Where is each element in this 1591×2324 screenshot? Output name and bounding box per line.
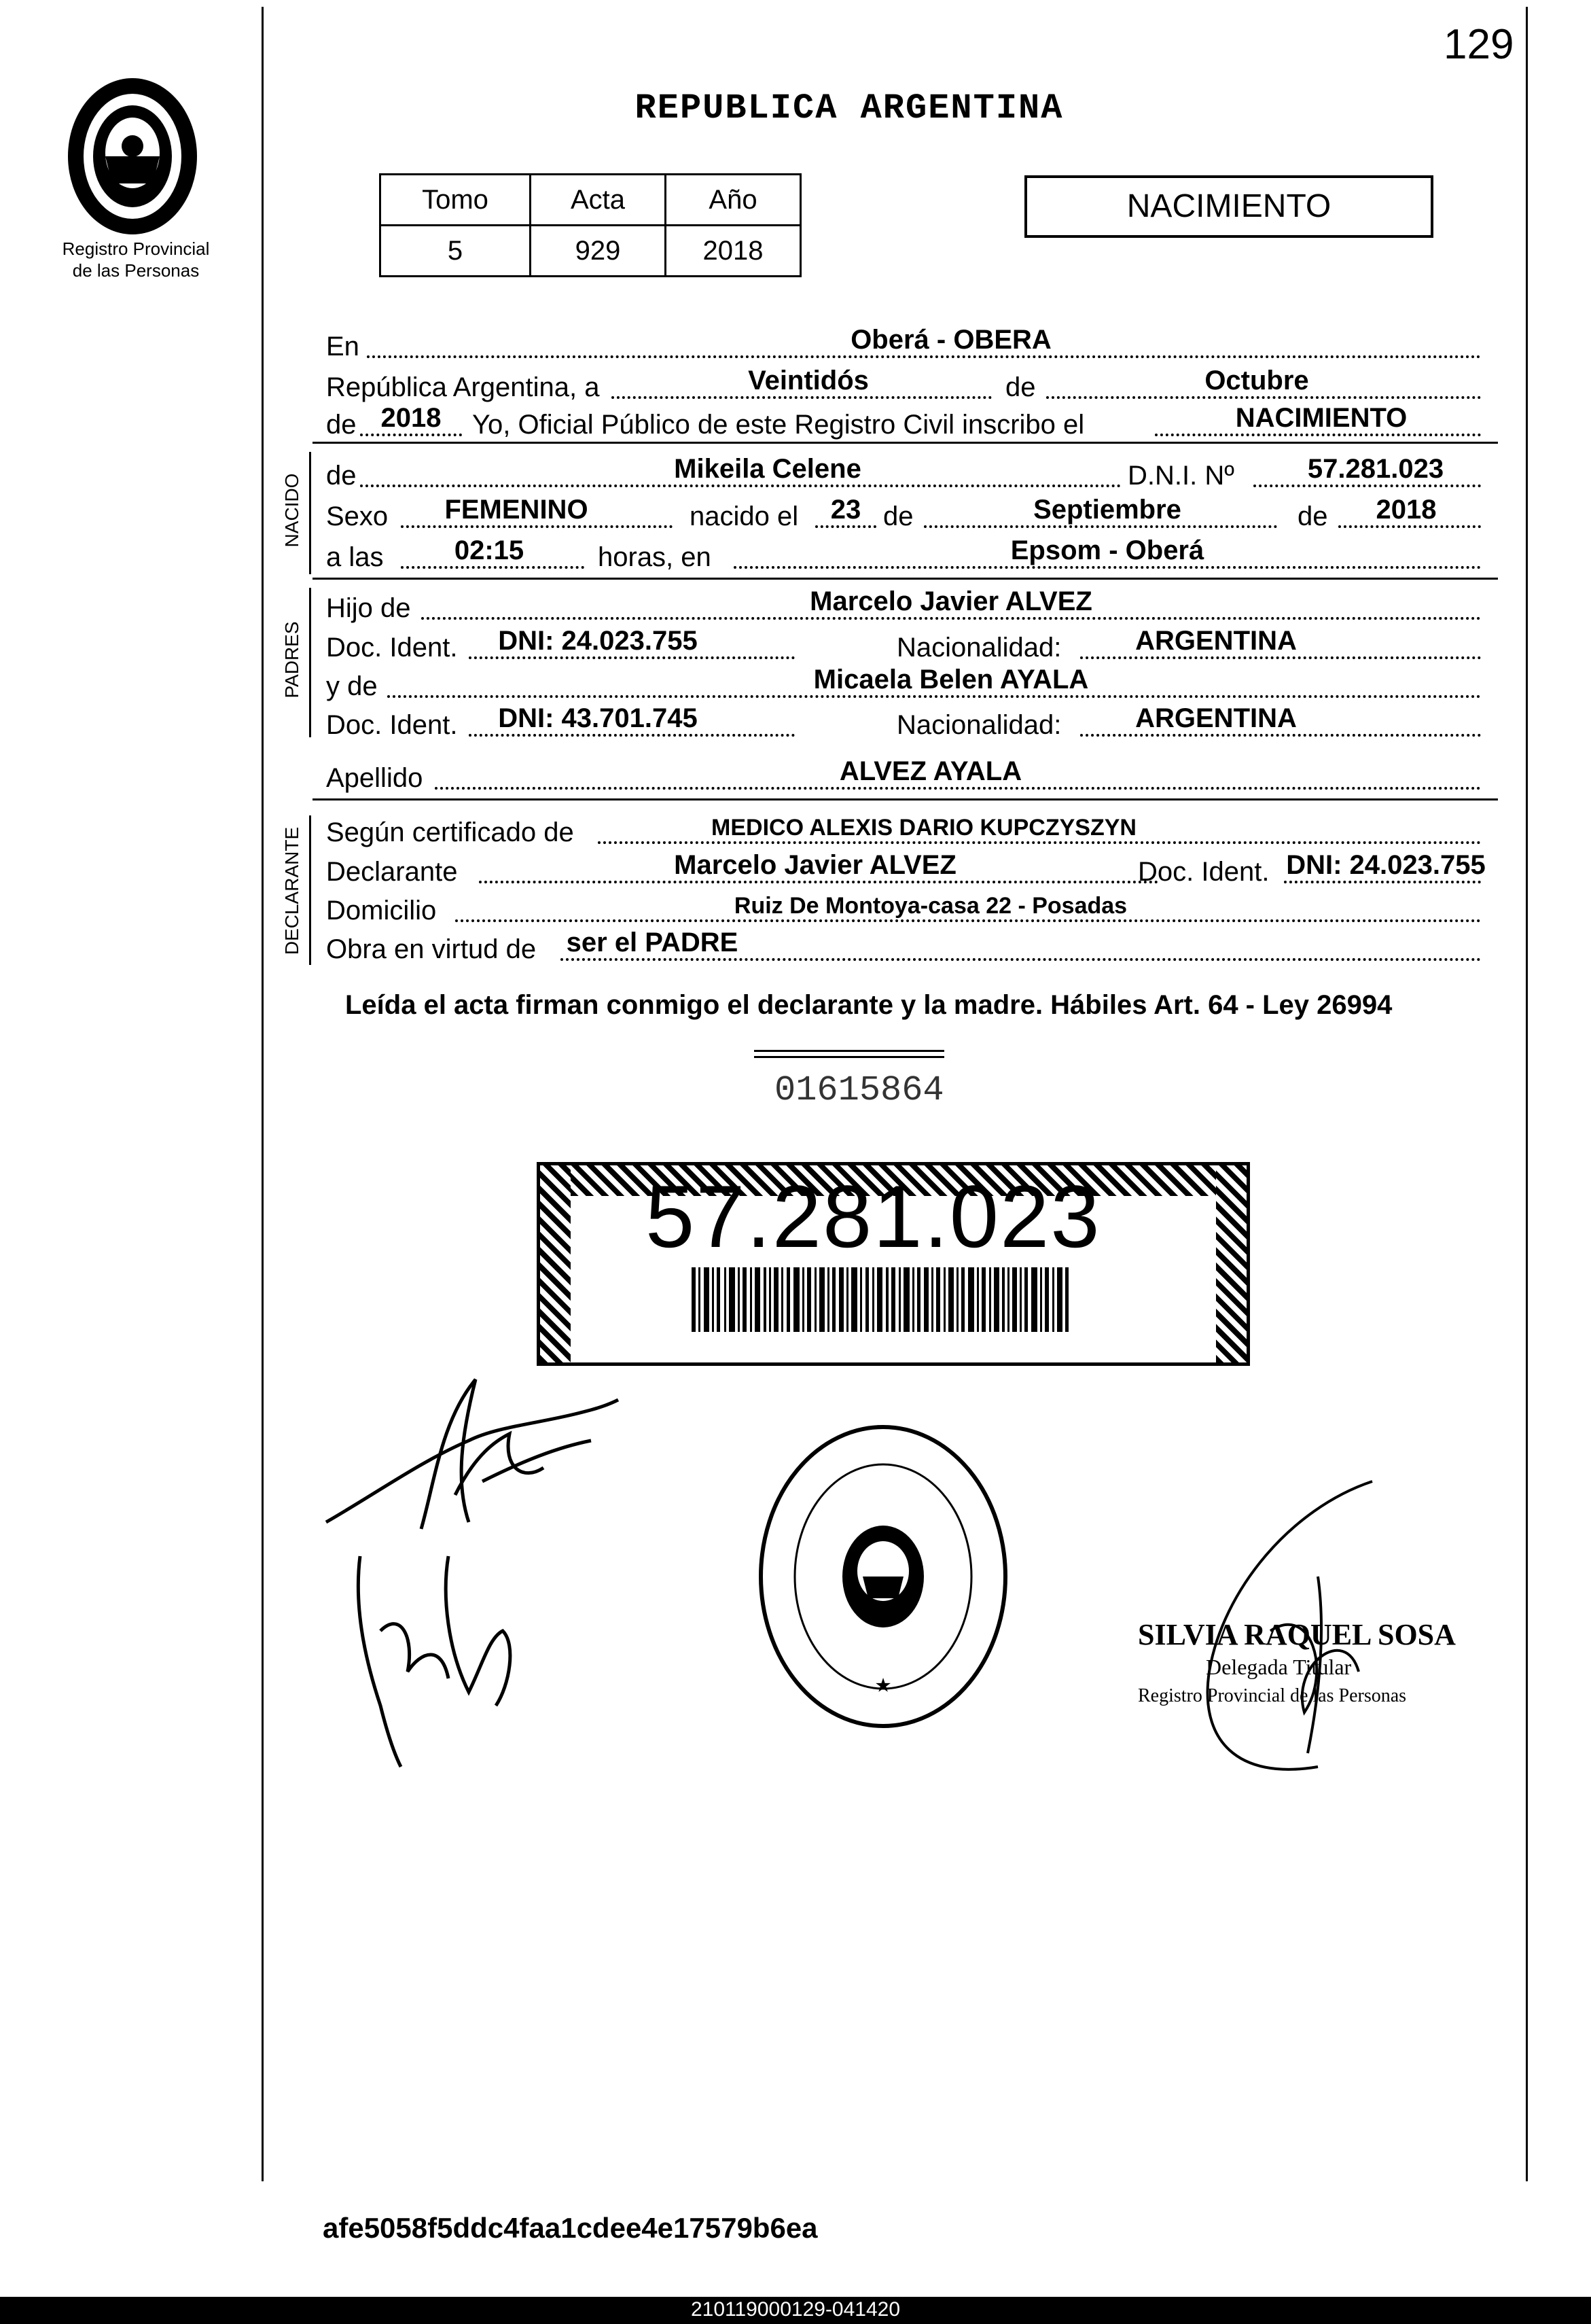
dots [455,919,1481,922]
dots [1338,525,1481,528]
padres-bracket [309,588,311,737]
dots [401,525,673,528]
birth-day: 23 [830,495,861,525]
value-tomo: 5 [380,226,531,277]
father-doc-line [326,626,1495,665]
document-title: REPUBLICA ARGENTINA [634,88,1064,128]
mother-line [326,665,1495,703]
record-type-box: NACIMIENTO [1024,175,1433,238]
hijo-label: Hijo de [326,593,411,623]
en-label: En [326,332,359,362]
de-label-3: de [1298,501,1328,531]
dots [598,841,1481,844]
sexo-line [326,495,1495,533]
birth-year: 2018 [1376,495,1437,525]
doc-label: Doc. Ident. [326,710,458,740]
mother-nationality: ARGENTINA [1135,703,1297,733]
dots [387,695,1481,698]
section-separator [312,798,1498,800]
a-las-label: a las [326,542,384,572]
nacionalidad-label: Nacionalidad: [897,633,1062,663]
place-value: Oberá - OBERA [851,325,1052,355]
serial-rule [754,1050,944,1058]
father-name: Marcelo Javier ALVEZ [810,586,1092,616]
value-ano: 2018 [666,226,801,277]
provincial-logo [65,75,200,238]
declarante-label: Declarante [326,857,458,887]
birth-hour: 02:15 [454,535,524,565]
dots [469,734,795,737]
dots [421,617,1481,620]
dots [469,656,795,659]
dots [924,525,1277,528]
oficial-line [326,403,1495,442]
obra-value: ser el PADRE [566,928,738,957]
legal-text: Leída el acta firman conmigo el declarante y la madre. Hábiles Art. 64 - Ley 26994 [345,990,1393,1020]
de-label-2: de [883,501,914,531]
month-value: Octubre [1204,366,1309,395]
dots [360,434,462,436]
apellido-line [326,756,1495,795]
dots [560,958,1481,961]
domicilio-label: Domicilio [326,896,437,926]
logo-caption-line2: de las Personas [72,260,200,281]
registry-stamp [754,1420,1012,1733]
name-line [326,454,1495,493]
child-name: Mikeila Celene [674,454,861,484]
de2-label: de [326,410,357,440]
right-rule [1526,7,1528,2181]
logo-caption [48,238,224,281]
nacido-side-label: NACIDO [281,473,302,548]
dots [435,787,1481,790]
hour-line [326,535,1495,574]
dots [611,396,992,399]
barcode [692,1267,1069,1332]
footer-code: 210119000129-041420 [690,2298,901,2321]
y-de-label: y de [326,671,378,701]
header-tomo: Tomo [380,175,531,226]
declarante-name: Marcelo Javier ALVEZ [674,850,957,880]
oficial-text: Yo, Oficial Público de este Registro Civil inscribo el [472,410,1085,440]
horas-label: horas, en [598,542,711,572]
value-acta: 929 [531,226,666,277]
dots [1046,396,1481,399]
domicilio-line [326,894,1495,928]
segun-value: MEDICO ALEXIS DARIO KUPCZYSZYN [711,815,1137,841]
child-dni: 57.281.023 [1307,454,1444,484]
signatory-org: Registro Provincial de las Personas [1138,1685,1407,1706]
republica-line [326,366,1495,404]
de-label: de [326,461,357,491]
dots [1080,734,1481,737]
obra-label: Obra en virtud de [326,934,537,964]
page-number: 129 [1444,21,1514,68]
republica-label: República Argentina, a [326,372,600,402]
dni-number: 57.281.023 [645,1167,1101,1266]
nacionalidad-label: Nacionalidad: [897,710,1062,740]
en-line [326,325,1495,364]
apellido-value: ALVEZ AYALA [839,756,1022,786]
sexo-value: FEMENINO [444,495,588,525]
nacido-label: nacido el [690,501,799,531]
dots [815,525,876,528]
section-separator [312,578,1498,580]
dots [401,566,584,569]
document-hash: afe5058f5ddc4faa1cdee4e17579b6ea [323,2212,818,2244]
birth-place: Epsom - Oberá [1010,535,1204,565]
margin-rule [262,7,264,2181]
section-separator [312,442,1498,444]
doc-label: Doc. Ident. [326,633,458,663]
header-ano: Año [666,175,801,226]
segun-line [326,815,1495,849]
mother-doc-line [326,703,1495,742]
inscribo-value: NACIMIENTO [1235,403,1408,433]
acta-table [379,173,802,277]
logo-caption-line1: Registro Provincial [62,239,210,259]
doc-label: Doc. Ident. [1138,857,1270,887]
dots [1080,656,1481,659]
dots [1253,485,1481,487]
declarante-doc: DNI: 24.023.755 [1286,850,1486,880]
segun-label: Según certificado de [326,817,574,847]
father-nationality: ARGENTINA [1135,626,1297,656]
signatory-name: SILVIA RAQUEL SOSA [1138,1618,1456,1651]
dots [1155,434,1481,436]
svg-text:★: ★ [874,1670,892,1701]
mother-name: Micaela Belen AYALA [813,665,1089,694]
madre-signature [340,1529,543,1774]
header-acta: Acta [531,175,666,226]
dni-label: D.N.I. Nº [1128,461,1234,491]
dots [367,355,1481,358]
declarante-side-label: DECLARANTE [281,826,302,955]
declarante-line [326,850,1495,889]
de-label: de [1005,372,1036,402]
father-doc: DNI: 24.023.755 [498,626,698,656]
declarante-bracket [309,815,311,965]
nacido-bracket [309,452,311,574]
obra-line [326,928,1495,966]
birth-month: Septiembre [1033,495,1181,525]
dots [1284,881,1481,883]
apellido-label: Apellido [326,763,423,793]
day-value: Veintidós [748,366,869,395]
sexo-label: Sexo [326,501,389,531]
signatory-role: Delegada Titular [1206,1655,1352,1679]
father-line [326,586,1495,625]
padres-side-label: PADRES [281,621,302,699]
dots [734,566,1481,569]
dots [360,485,1121,487]
serial-number: 01615864 [774,1070,944,1110]
mother-doc: DNI: 43.701.745 [498,703,698,733]
dots [479,881,1158,883]
year-value: 2018 [380,403,442,433]
domicilio-value: Ruiz De Montoya-casa 22 - Posadas [734,893,1128,919]
